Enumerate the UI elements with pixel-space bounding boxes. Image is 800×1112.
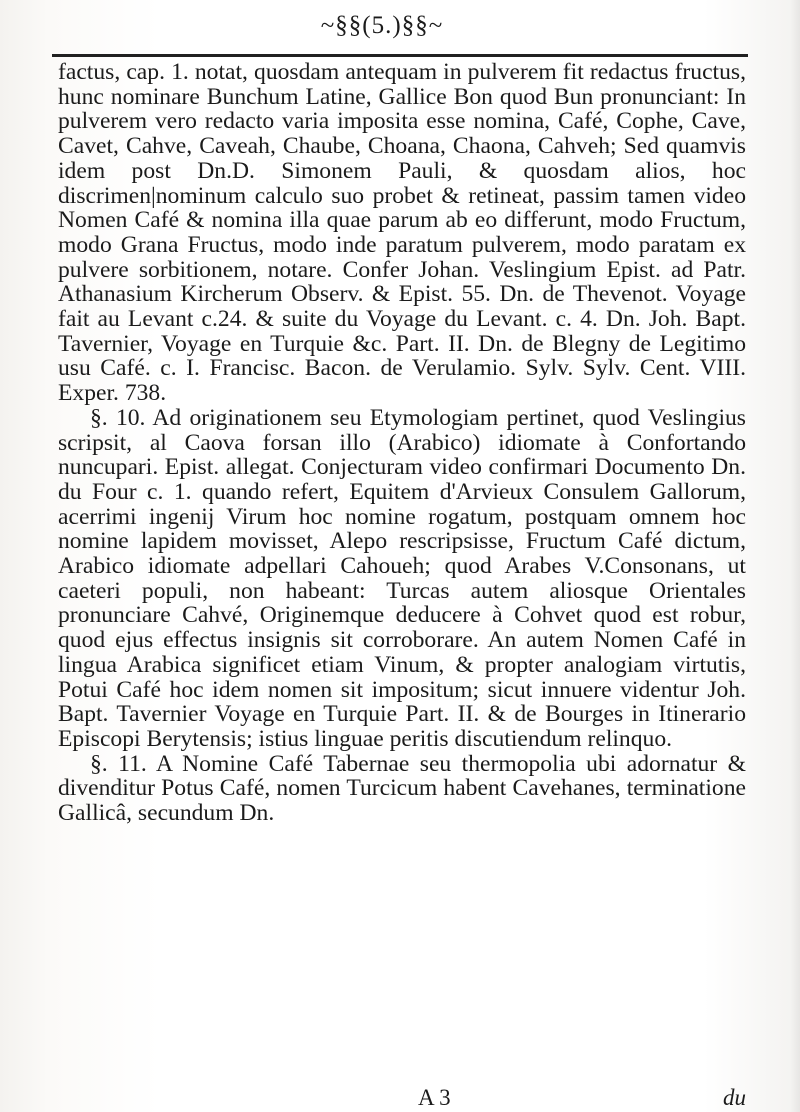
paragraph-section-11: §. 11. A Nomine Café Tabernae seu thermopolia ubi adornatur & divenditur Potus Café, nomen Turcicum habent Cavehanes, terminatione Gallicâ, secundum Dn. [58,750,746,827]
signature-mark: A 3 [418,1085,451,1110]
page-edge-shadow [790,0,800,1112]
paragraph-section-10: §. 10. Ad originationem seu Etymologiam pertinet, quod Veslingius scripsit, al Caova forsan illo (Arabico) idiomate à Confortando nuncupari. Epist. allegat. Conjecturam video confirmari Documento Dn. du Four c. 1. quando refert, Equitem d'Arvieux Consulem Gallorum, acerrimi ingenij Virum hoc nomine rogatum, postquam omnem hoc nomine lapidem movisset, Alepo rescripsisse, Fructum Café dictum, Arabico idiomate adpellari Cahoueh; quod Arabes V.Consonans, ut caeteri populi, non habeant: Turcas autem aliosque Orientales pronunciare Cahvé, Originemque deducere à Cohvet quod est robur, quod ejus effectus insignis sit corroborare. An autem Nomen Café in lingua Arabica significet etiam Vinum, & propter analogiam virtutis, Potui Café hoc idem nomen sit impositum; sicut innuere videntur Joh. Bapt. Tavernier Voyage en Turquie Part. II. & de Bourges in Itinerario Episcopi Berytensis; istius linguae peritis discutiendum relinquo. [58,404,746,752]
page-footer [58,1086,746,1110]
paragraph-1: factus, cap. 1. notat, quosdam antequam in pulverem fit redactus fructus, hunc nominare Bunchum Latine, Gallice Bon quod Bun pronunciant: In pulverem vero redacto varia imposita esse nomina, Café, Cophe, Cave, Cavet, Cahve, Caveah, Chaube, Choana, Chaona, Cahveh; Sed quamvis idem post Dn.D. Simonem Pauli, & quosdam alios, hoc discrimen|nominum calculo suo probet & retineat, passim tamen video Nomen Café & nomina illa quae parum ab eo differunt, modo Fructum, modo Grana Fructus, modo inde paratum pulverem, modo paratam ex pulvere sorbitionem, notare. Confer Johan. Veslingium Epist. ad Patr. Athanasium Kircherum Observ. & Epist. 55. Dn. de Thevenot. Voyage fait au Levant c.24. & suite du Voyage du Levant. c. 4. Dn. Joh. Bapt. Tavernier, Voyage en Turquie &c. Part. II. Dn. de Blegny de Legitimo usu Café. c. I. Francisc. Bacon. de Verulamio. Sylv. Sylv. Cent. VIII. Exper. 738. [58,59,746,407]
body-text [58,60,746,826]
page-header-ornament: ~§§(5.)§§~ [320,12,444,39]
header-rule [52,54,748,57]
catchword: du [723,1085,746,1110]
